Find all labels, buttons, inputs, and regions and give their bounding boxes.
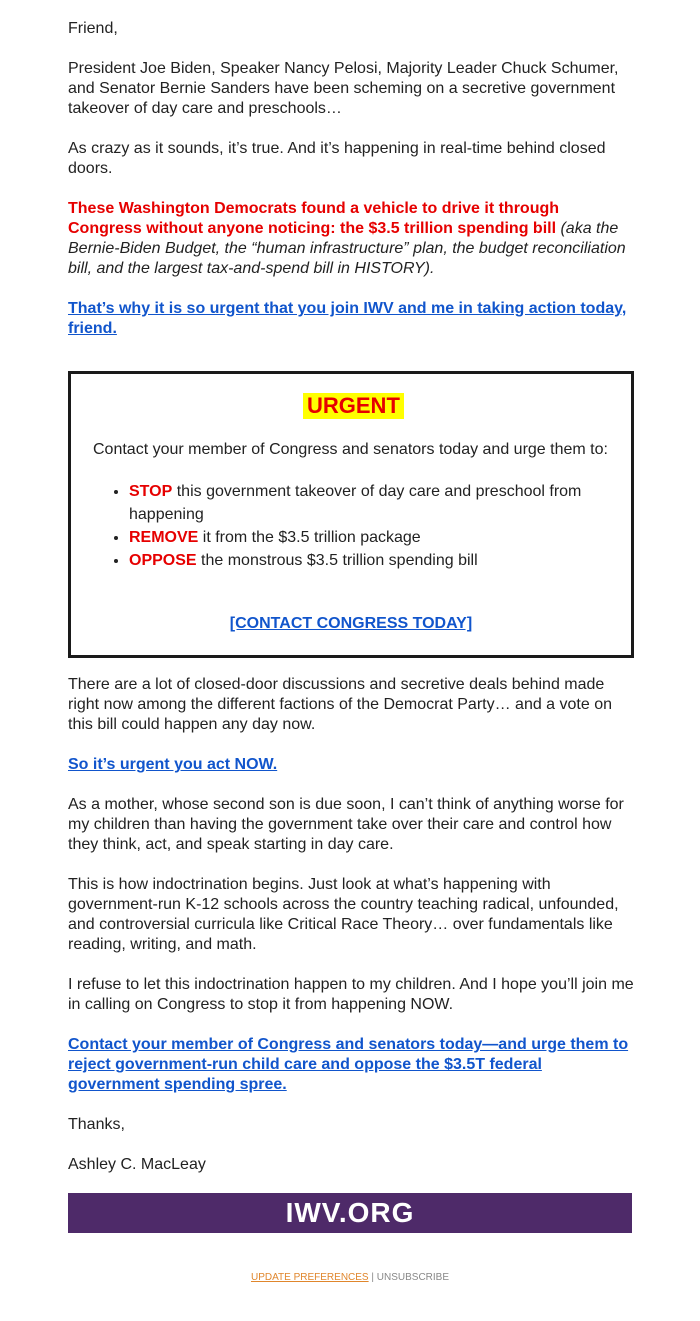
unsubscribe-link[interactable]: UNSUBSCRIBE — [376, 1272, 450, 1283]
action-keyword: STOP — [129, 483, 173, 500]
paragraph-refuse: I refuse to let this indoctrination happen to my children. And I hope you’ll join me in calling on Congress to stop it from happening NOW. — [68, 976, 634, 1013]
contact-members-link[interactable]: Contact your member of Congress and senators today—and urge them to reject government-run child care and oppose the $3.5T federal government spending spree. — [68, 1036, 629, 1093]
act-now-link[interactable]: So it’s urgent you act NOW. — [68, 756, 278, 773]
action-item-oppose — [129, 549, 629, 572]
contact-congress-link[interactable]: [CONTACT CONGRESS TODAY] — [229, 615, 473, 632]
action-text: the monstrous $3.5 trillion spending bill — [196, 552, 478, 569]
action-text: it from the $3.5 trillion package — [198, 529, 421, 546]
iwv-banner[interactable]: IWV.ORG — [68, 1193, 632, 1233]
paragraph-closed-door: There are a lot of closed-door discussions and secretive deals behind made right now among the different factions of the Democrat Party… and a vote on this bill could happen any day now. — [68, 676, 613, 733]
paragraph-indoctrination: This is how indoctrination begins. Just look at what’s happening with government-run K-12 schools across the country teaching radical, unfounded, and controversial curricula like Critical Race Theory… over fundamentals like reading, writing, and math. — [68, 876, 619, 953]
footer-separator: | — [368, 1272, 377, 1283]
update-preferences-link[interactable]: UPDATE PREFERENCES — [250, 1272, 369, 1283]
action-text: this government takeover of day care and preschool from happening — [129, 483, 582, 523]
paragraph-contact-link — [68, 1035, 634, 1095]
urgent-label: URGENT — [303, 393, 404, 419]
urgent-box — [68, 371, 634, 658]
action-list — [89, 480, 629, 572]
signature: Ashley C. MacLeay — [68, 1156, 206, 1173]
footer — [0, 1271, 700, 1285]
paragraph-urgent-link — [68, 299, 634, 339]
action-keyword: OPPOSE — [129, 552, 197, 569]
paragraph-vehicle — [68, 199, 634, 279]
greeting: Friend, — [68, 20, 118, 37]
action-keyword: REMOVE — [129, 529, 199, 546]
paragraph-act-now — [68, 755, 634, 775]
vehicle-italic-text: (aka the Bernie-Biden Budget, the “human infrastructure” plan, the budget reconciliation bill, and the largest tax-and-spend bill in HISTORY). — [68, 220, 626, 277]
paragraph-intro: President Joe Biden, Speaker Nancy Pelosi, Majority Leader Chuck Schumer, and Senator Bernie Sanders have been scheming on a secretive government takeover of day care and preschools… — [68, 60, 619, 117]
contact-congress-cta — [71, 614, 631, 634]
join-action-link[interactable]: That’s why it is so urgent that you join IWV and me in taking action today, friend. — [68, 300, 627, 337]
urgent-intro: Contact your member of Congress and senators today and urge them to: — [93, 441, 608, 458]
paragraph-crazy: As crazy as it sounds, it’s true. And it’s happening in real-time behind closed doors. — [68, 140, 606, 177]
action-item-remove — [129, 526, 629, 549]
paragraph-mother: As a mother, whose second son is due soon, I can’t think of anything worse for my children than having the government take over their care and control how they think, act, and speak starting in day care. — [68, 796, 624, 853]
vehicle-red-text: These Washington Democrats found a vehicle to drive it through Congress without anyone noticing: the $3.5 trillion spending bill — [68, 200, 560, 237]
action-item-stop — [129, 480, 629, 526]
thanks: Thanks, — [68, 1116, 125, 1133]
